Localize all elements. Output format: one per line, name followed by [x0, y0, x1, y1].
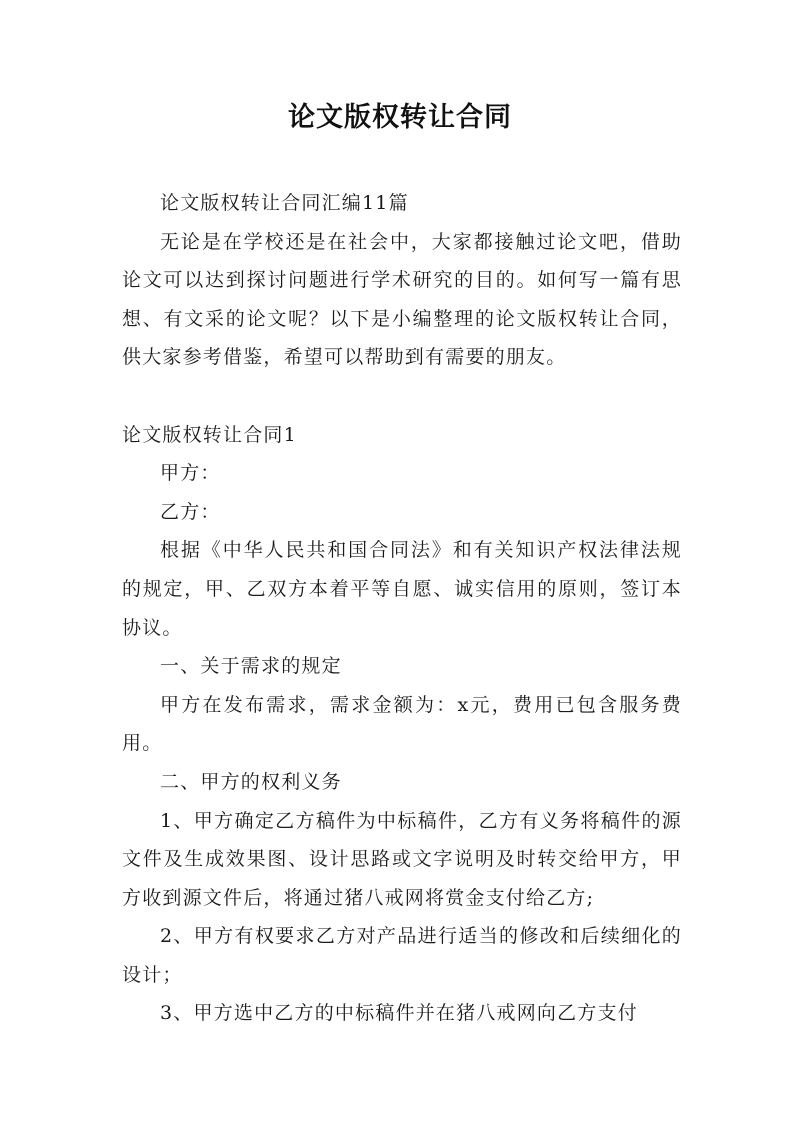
clause1-heading: 一、关于需求的规定: [160, 655, 342, 678]
paragraph-gap: [122, 377, 682, 416]
clause2-item-2: 2、甲方有权要求乙方对产品进行适当的修改和后续细化的设计；: [122, 925, 682, 986]
document-body: [122, 184, 682, 1033]
intro-line: 论文版权转让合同汇编11篇: [160, 192, 409, 214]
clause2-item-1: 1、甲方确定乙方稿件为中标稿件，乙方有义务将稿件的源文件及生成效果图、设计思路或文字说明及时转交给甲方，甲方收到源文件后，将通过猪八戒网将赏金支付给乙方;: [122, 809, 682, 909]
intro-paragraph: 无论是在学校还是在社会中，大家都接触过论文吧，借助论文可以达到探讨问题进行学术研究的目的。如何写一篇有思想、有文采的论文呢？以下是小编整理的论文版权转让合同，供大家参考借鉴，希望可以帮助到有需要的朋友。: [122, 230, 682, 369]
party-a-label: 甲方：: [160, 462, 221, 485]
preamble-paragraph: 根据《中华人民共和国合同法》和有关知识产权法律法规的规定，甲、乙双方本着平等自愿、诚实信用的原则，签订本协议。: [122, 539, 682, 639]
party-b-label: 乙方：: [160, 500, 221, 523]
document-title: 论文版权转让合同: [288, 102, 512, 133]
clause2-heading: 二、甲方的权利义务: [160, 770, 342, 793]
clause1-text: 甲方在发布需求，需求金额为：x元，费用已包含服务费用。: [122, 693, 682, 755]
clause2-item-3: 3、甲方选中乙方的中标稿件并在猪八戒网向乙方支付: [160, 1002, 638, 1025]
section-title: 论文版权转让合同1: [122, 423, 297, 446]
